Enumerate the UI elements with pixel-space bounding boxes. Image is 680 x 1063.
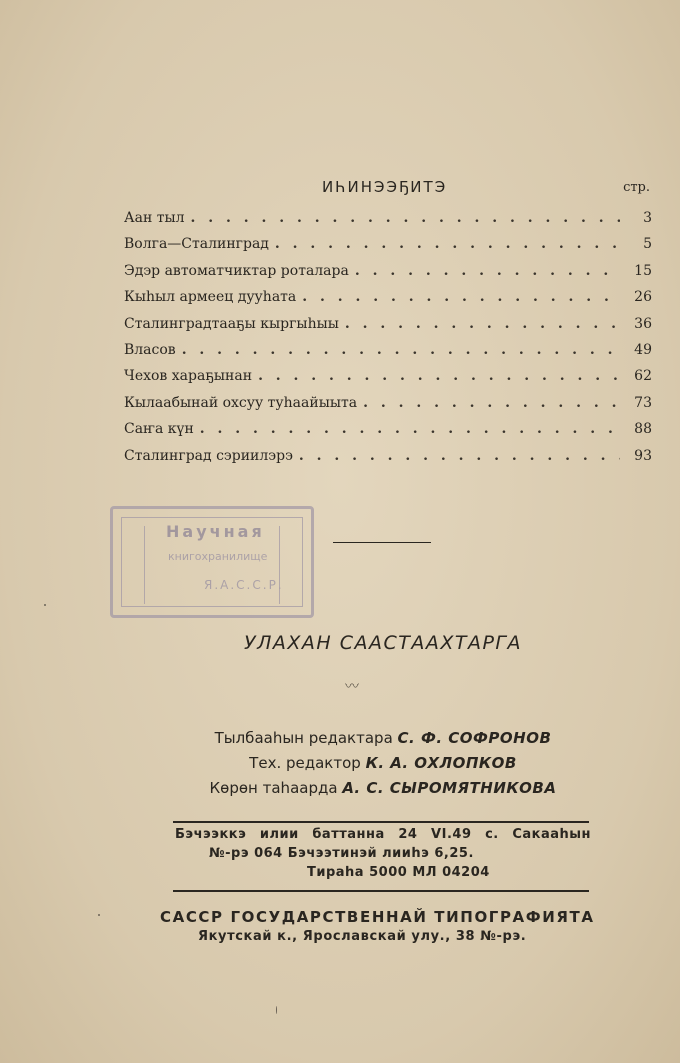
toc-leader-dots [200,421,620,437]
toc-entry-label: Кылаабынай охсуу туһаайыыта [124,394,358,411]
short-divider [333,542,431,543]
credits-block [0,729,680,804]
credit-line [0,729,680,754]
toc-entry-page: 49 [634,341,652,358]
imprint-block [175,827,591,884]
dedication-heading: УЛАХАН СААСТААХТАРГА [244,632,522,654]
toc-entry [124,210,652,236]
toc-entry-label: Чехов хараҕынан [124,368,253,385]
toc-entry [124,263,652,289]
imprint-line2: №-рэ 064 Бэчээтинэй лииһэ 6,25. [209,846,474,861]
credit-line [0,754,680,779]
imprint-line1: Бэчээккэ илии баттанна 24 VI.49 с. Сакааһын [175,827,591,842]
toc-entry-page: 62 [634,368,652,385]
credit-role: Тех. редактор [249,754,361,772]
toc-entry-page: 73 [634,394,652,411]
paper-speck [276,1006,277,1014]
toc-entry-label: Саҥа күн [124,421,194,438]
toc-entry-page: 26 [634,289,652,306]
stamp-text-line2: книгохранилище [168,550,268,563]
library-stamp [110,506,314,618]
stamp-inner-border [121,517,303,607]
toc-leader-dots [275,236,620,252]
printer-name: САССР ГОСУДАРСТВЕННАЙ ТИПОГРАФИЯТА [160,908,595,926]
stamp-text-line3: Я.А.С.С.Р. [204,578,284,592]
printer-address: Якутскай к., Ярославскай улу., 38 №-рэ. [198,929,527,944]
toc-entry-page: 88 [634,421,652,438]
toc-entry-label: Кыһыл армеец дууһата [124,289,297,306]
toc-entry [124,395,652,421]
ornament-squiggle: 〰 [345,679,359,695]
toc-entry-label: Аан тыл [124,210,185,226]
credit-name: С. Ф. СОФРОНОВ [397,729,552,747]
toc-leader-dots [182,342,620,358]
toc-entry-page: 3 [643,210,652,226]
credit-line [0,779,680,804]
toc-entry-page: 5 [643,236,652,253]
toc-entry [124,316,652,342]
credit-role: Көрөн таһаарда [209,779,338,797]
toc-leader-dots [191,210,620,226]
toc-entry-label: Сталинградтааҕы кыргыһыы [124,315,339,332]
stamp-text-line1: Научная [166,522,265,541]
toc-entry [124,236,652,262]
toc-entry [124,368,652,394]
paper-speck [98,914,100,916]
toc-leader-dots [355,263,620,279]
toc-page-label: стр. [623,180,650,195]
stamp-side-right [279,526,298,604]
printer-block [160,908,610,944]
toc-entry-page: 36 [634,315,652,332]
toc-entry [124,289,652,315]
toc-list [124,210,652,474]
credit-role: Тылбааһын редактара [214,729,393,747]
toc-entry [124,421,652,447]
toc-entry-page: 93 [634,447,652,464]
toc-leader-dots [258,368,620,384]
toc-entry [124,448,652,474]
paper-speck [44,604,46,606]
credit-name: К. А. ОХЛОПКОВ [365,754,517,772]
toc-leader-dots [345,316,620,332]
stamp-side-left [126,526,145,604]
toc-heading [0,178,680,202]
toc-entry-label: Эдэр автоматчиктар роталара [124,262,349,279]
toc-entry-label: Власов [124,341,176,358]
toc-entry-label: Сталинград сэриилэрэ [124,447,293,464]
toc-entry-label: Волга—Сталинград [124,236,269,253]
toc-entry [124,342,652,368]
toc-leader-dots [363,395,620,411]
imprint-rule-top [173,821,589,823]
toc-leader-dots [302,289,620,305]
credit-name: А. С. СЫРОМЯТНИКОВА [342,779,557,797]
toc-leader-dots [299,448,620,464]
toc-title: ИҺИНЭЭҔИТЭ [322,178,448,196]
toc-entry-page: 15 [634,262,652,279]
imprint-rule-bottom [173,890,589,892]
imprint-line3: Тираһа 5000 МЛ 04204 [307,865,490,880]
